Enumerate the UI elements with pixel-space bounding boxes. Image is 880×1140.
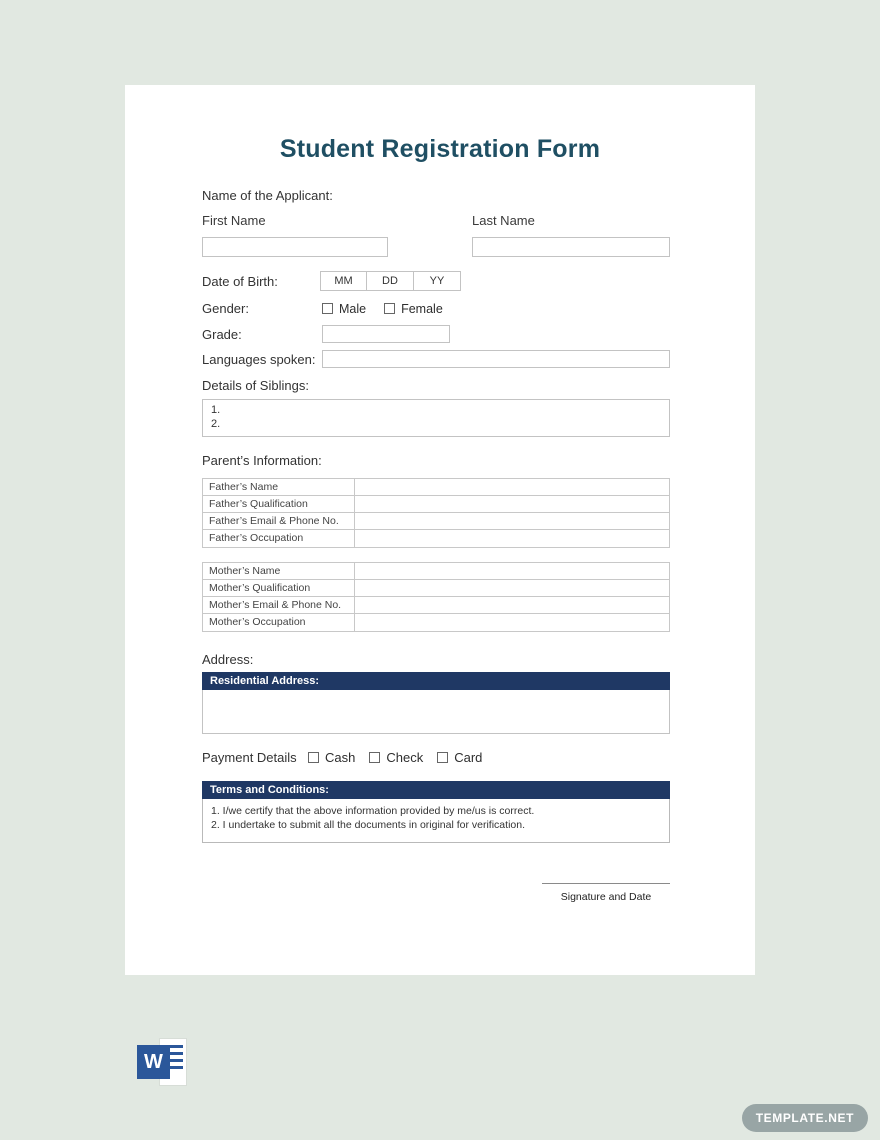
payment-check-option[interactable] — [369, 750, 423, 765]
residential-address-box[interactable] — [202, 690, 670, 734]
word-page-line — [168, 1066, 183, 1069]
signature-line — [542, 883, 670, 884]
card-option-label: Card — [454, 750, 483, 765]
table-row — [203, 597, 669, 614]
check-checkbox[interactable] — [369, 752, 380, 763]
table-row — [203, 580, 669, 597]
form-content — [125, 188, 755, 903]
father-occupation-label: Father’s Occupation — [203, 530, 355, 547]
dob-boxes — [320, 271, 461, 291]
page-title: Student Registration Form — [279, 135, 601, 163]
terms-header: Terms and Conditions: — [202, 781, 670, 799]
male-option-label: Male — [339, 301, 367, 316]
parents-section-label: Parent’s Information: — [202, 453, 322, 468]
sibling-line-1: 1. — [211, 404, 221, 416]
first-name-label: First Name — [202, 213, 266, 228]
table-row — [203, 614, 669, 631]
payment-card-option[interactable] — [437, 750, 482, 765]
gender-female-option[interactable] — [384, 302, 443, 316]
dob-label: Date of Birth: — [202, 273, 278, 289]
grade-input[interactable] — [322, 325, 450, 343]
terms-item-1: 1. I/we certify that the above information provided by me/us is correct. — [211, 805, 535, 817]
table-row — [203, 513, 669, 530]
last-name-input[interactable] — [472, 237, 670, 257]
mother-email-phone-label: Mother’s Email & Phone No. — [203, 597, 355, 613]
last-name-label: Last Name — [472, 213, 535, 228]
sibling-line-2: 2. — [211, 418, 221, 430]
card-checkbox[interactable] — [437, 752, 448, 763]
father-qualification-value[interactable] — [355, 496, 669, 512]
languages-input[interactable] — [322, 350, 670, 368]
cash-checkbox[interactable] — [308, 752, 319, 763]
last-name-field-group — [472, 213, 670, 257]
mother-email-phone-value[interactable] — [355, 597, 669, 613]
word-page-line — [168, 1045, 183, 1048]
terms-item-2: 2. I undertake to submit all the documents in original for verification. — [211, 819, 525, 831]
template-net-badge: TEMPLATE.NET — [742, 1104, 868, 1132]
mother-occupation-value[interactable] — [355, 614, 669, 631]
signature-block — [542, 883, 670, 903]
table-row — [203, 530, 669, 547]
first-name-input[interactable] — [202, 237, 388, 257]
first-name-field-group — [202, 213, 472, 257]
grade-row — [202, 325, 670, 343]
table-row — [203, 563, 669, 580]
father-info-table — [202, 478, 670, 548]
father-email-phone-value[interactable] — [355, 513, 669, 529]
father-qualification-label: Father’s Qualification — [203, 496, 355, 512]
gender-male-option[interactable] — [322, 302, 366, 316]
mother-name-value[interactable] — [355, 563, 669, 579]
father-name-value[interactable] — [355, 479, 669, 495]
female-option-label: Female — [401, 301, 443, 316]
payment-cash-option[interactable] — [308, 750, 355, 765]
signature-label: Signature and Date — [560, 891, 652, 903]
siblings-box[interactable] — [202, 399, 670, 437]
female-checkbox[interactable] — [384, 303, 395, 314]
terms-box — [202, 799, 670, 843]
word-page-line — [168, 1059, 183, 1062]
mother-name-label: Mother’s Name — [203, 563, 355, 579]
gender-label: Gender: — [202, 301, 249, 316]
document-page — [125, 85, 755, 975]
payment-details-label: Payment Details — [202, 750, 297, 765]
address-section-label: Address: — [202, 652, 254, 667]
languages-row — [202, 350, 670, 368]
languages-label: Languages spoken: — [202, 351, 316, 367]
mother-qualification-value[interactable] — [355, 580, 669, 596]
mother-qualification-label: Mother’s Qualification — [203, 580, 355, 596]
cash-option-label: Cash — [325, 750, 356, 765]
word-page-line — [168, 1052, 183, 1055]
mother-info-table — [202, 562, 670, 632]
payment-row — [202, 750, 670, 765]
mother-occupation-label: Mother’s Occupation — [203, 614, 355, 631]
gender-row — [202, 301, 670, 316]
dob-year-field[interactable]: YY — [414, 271, 461, 291]
residential-address-header: Residential Address: — [202, 672, 670, 690]
father-occupation-value[interactable] — [355, 530, 669, 547]
applicant-section-label: Name of the Applicant: — [202, 188, 333, 203]
table-row — [203, 496, 669, 513]
table-row — [203, 479, 669, 496]
father-name-label: Father’s Name — [203, 479, 355, 495]
word-icon — [137, 1037, 187, 1087]
siblings-section-label: Details of Siblings: — [202, 378, 309, 393]
name-row — [202, 213, 670, 257]
male-checkbox[interactable] — [322, 303, 333, 314]
dob-month-field[interactable]: MM — [320, 271, 367, 291]
word-w-badge-icon: W — [137, 1045, 170, 1079]
check-option-label: Check — [386, 750, 424, 765]
grade-label: Grade: — [202, 326, 242, 342]
dob-day-field[interactable]: DD — [367, 271, 414, 291]
father-email-phone-label: Father’s Email & Phone No. — [203, 513, 355, 529]
dob-row — [202, 271, 670, 291]
